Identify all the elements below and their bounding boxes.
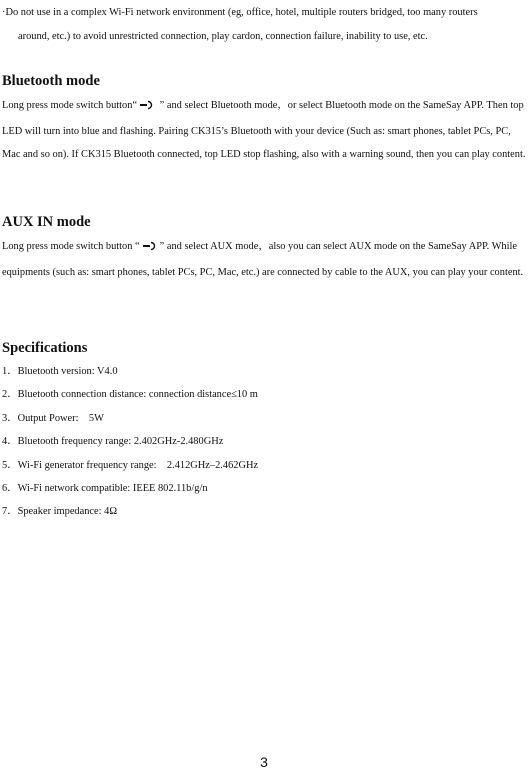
specifications-heading: Specifications [2,340,88,356]
page-number: 3 [260,754,268,770]
mode-switch-icon [142,237,158,261]
aux-paragraph [2,235,526,284]
aux-heading: AUX IN mode [2,214,91,230]
note-line-1: ·Do not use in a complex Wi-Fi network environment (eg, office, hotel, multiple routers bridged, too many routers [2,7,478,18]
bluetooth-text-end: ” and select Bluetooth mode，or select Bluetooth mode on the SameSay APP. Then top LED will turn into blue and flashing. Pairing CK315’s Bluetooth with your device (Such as: smart phones, tablet PCs, PC, Mac and so on). If CK315 Bluetooth connected, top LED stop flashing, also with a warning sound, then you can play content. [2,100,526,160]
spec-item: 7．Speaker impedance: 4Ω [2,506,118,518]
aux-text-end: ” and select AUX mode，also you can select AUX mode on the SameSay APP. While equipments (such as: smart phones, tablet PCs, PC, Mac, etc.) are connected by cable to the AUX, you can play your content. [2,241,524,278]
spec-item: 6．Wi-Fi network compatible: IEEE 802.11b/g/n [2,482,208,494]
spec-item: 4．Bluetooth frequency range: 2.402GHz-2.480GHz [2,436,224,448]
spec-item: 3．Output Power: 5W [2,412,104,424]
specifications-list [2,360,258,524]
aux-text-start: Long press mode switch button “ [2,241,140,252]
mode-switch-icon [139,96,155,120]
wifi-usage-note [2,1,526,48]
spec-item: 5．Wi-Fi generator frequency range: 2.412GHz–2.462GHz [2,459,259,471]
bluetooth-paragraph [2,94,526,167]
spec-item: 2．Bluetooth connection distance: connection distance≤10 m [2,389,258,401]
spec-item: 1．Bluetooth version: V4.0 [2,366,118,377]
bluetooth-heading: Bluetooth mode [2,73,100,89]
bluetooth-text-start: Long press mode switch button“ [2,100,138,111]
note-line-2: around, etc.) to avoid unrestricted connection, play cardon, connection failure, inability to use, etc. [18,30,428,42]
